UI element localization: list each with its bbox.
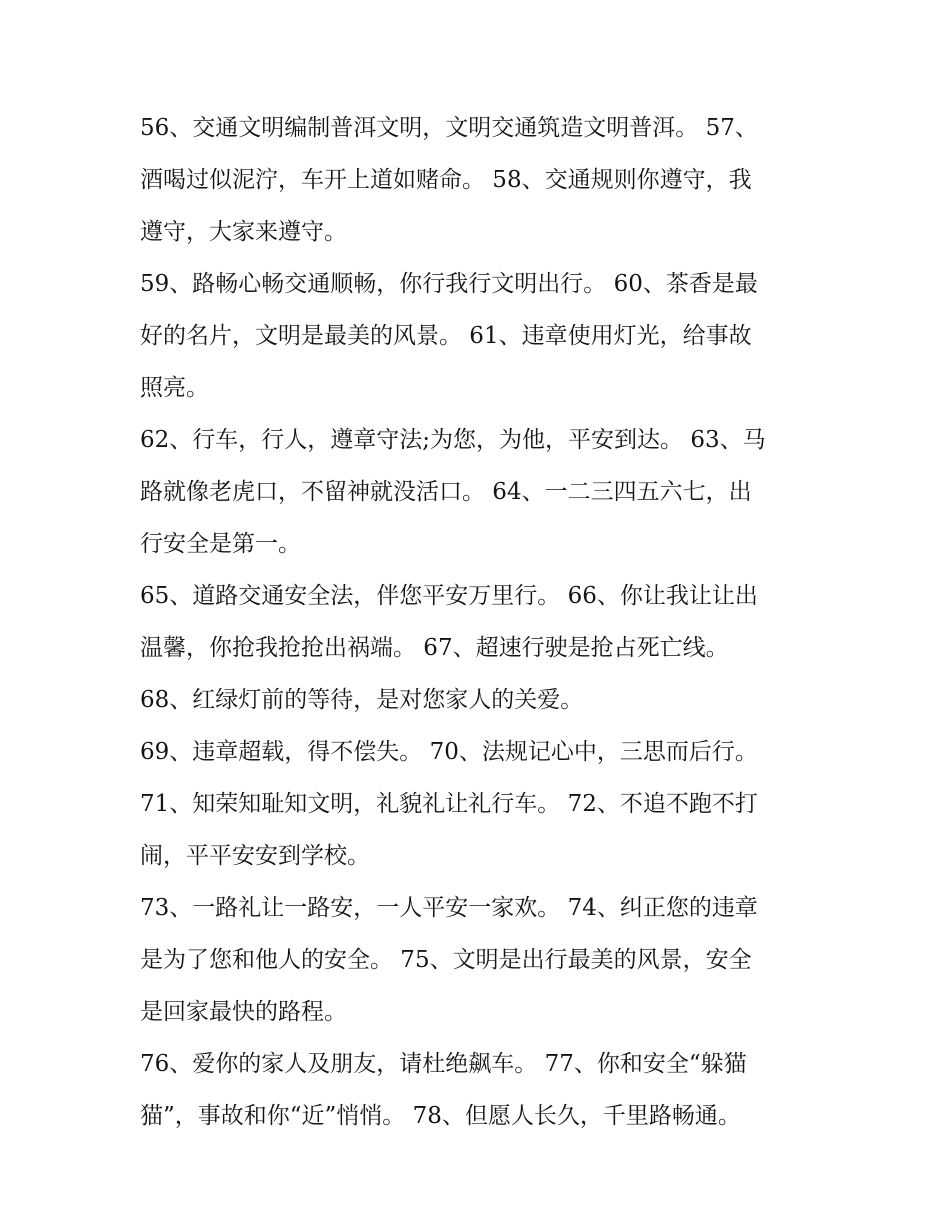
text-line: 76、爱你的家人及朋友，请杜绝飙车。 77、你和安全“躲猫 [140,1051,747,1077]
text-line: 照亮。 [140,375,209,401]
text-line: 是回家最快的路程。 [140,999,347,1025]
text-line: 是为了您和他人的安全。 75、文明是出行最美的风景，安全 [140,947,752,973]
text-line: 59、路畅心畅交通顺畅，你行我行文明出行。 60、茶香是最 [140,271,758,297]
text-line: 闹，平平安安到学校。 [140,843,370,869]
text-line: 路就像老虎口，不留神就没活口。 64、一二三四五六七，出 [140,479,752,505]
text-line: 温馨，你抢我抢抢出祸端。 67、超速行驶是抢占死亡线。 [140,635,729,661]
document-body [140,102,800,1142]
text-line: 68、红绿灯前的等待，是对您家人的关爱。 [140,687,584,713]
text-line: 行安全是第一。 [140,531,301,557]
text-line: 酒喝过似泥泞，车开上道如赌命。 58、交通规则你遵守，我 [140,167,752,193]
text-line: 56、交通文明编制普洱文明，文明交通筑造文明普洱。 57、 [140,115,758,141]
text-line: 好的名片，文明是最美的风景。 61、违章使用灯光，给事故 [140,323,752,349]
text-line: 73、一路礼让一路安，一人平安一家欢。 74、纠正您的违章 [140,895,758,921]
text-line: 69、违章超载，得不偿失。 70、法规记心中，三思而后行。 [140,739,758,765]
text-line: 猫”，事故和你“近”悄悄。 78、但愿人长久，千里路畅通。 [140,1103,741,1129]
text-line: 65、道路交通安全法，伴您平安万里行。 66、你让我让让出 [140,583,758,609]
text-line: 62、行车，行人，遵章守法;为您，为他，平安到达。 63、马 [140,427,766,453]
text-line: 遵守，大家来遵守。 [140,219,347,245]
text-line: 71、知荣知耻知文明，礼貌礼让礼行车。 72、不追不跑不打 [140,791,758,817]
